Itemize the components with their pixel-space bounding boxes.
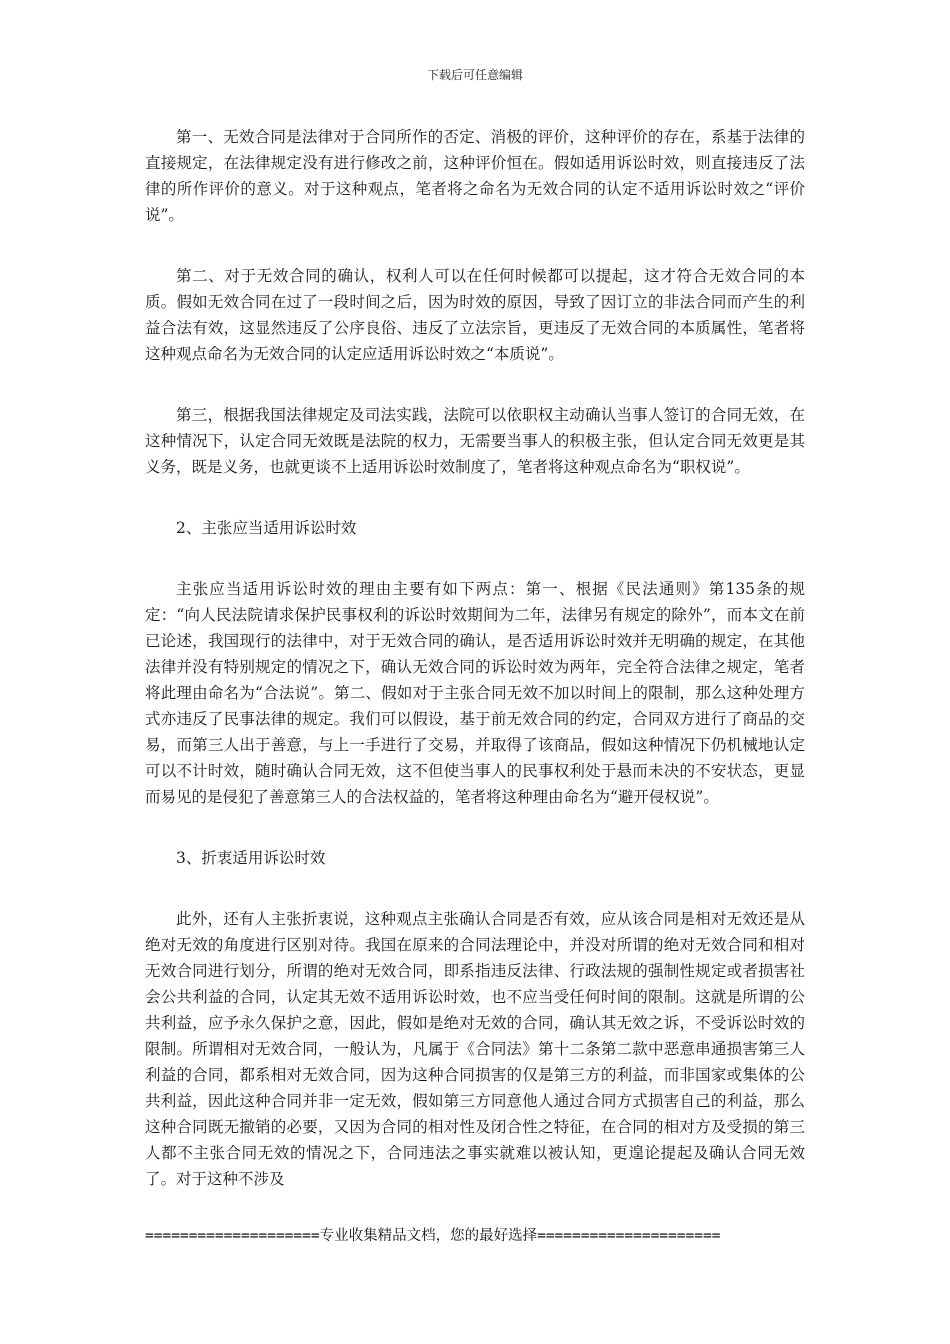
paragraph-essence-theory: 第二、对于无效合同的确认，权利人可以在任何时候都可以提起，这才符合无效合同的本质。假如无效合同在过了一段时间之后，因为时效的原因，导致了因订立的非法合同而产生的利益合法有效，这显然违反了公序良俗、违反了立法宗旨，更违反了无效合同的本质属性，笔者将这种观点命名为无效合同的认定应适用诉讼时效之“本质说”。: [145, 267, 805, 363]
paragraph-gap: [145, 480, 805, 515]
page-header: 下载后可任意编辑: [426, 68, 523, 82]
paragraph-compromise-theory: 此外，还有人主张折衷说，这种观点主张确认合同是否有效，应从该合同是相对无效还是从绝对无效的角度进行区别对待。我国在原来的合同法理论中，并没对所谓的绝对无效合同和相对无效合同进行划分，所谓的绝对无效合同，即系指违反法律、行政法规的强制性规定或者损害社会公共利益的合同，认定其无效不适用诉讼时效，也不应当受任何时间的限制。这就是所谓的公共利益，应予永久保护之意，因此，假如是绝对无效的合同，确认其无效之诉，不受诉讼时效的限制。所谓相对无效合同，一般认为，凡属于《合同法》第十二条第二款中恶意串通损害第三人利益的合同，都系相对无效合同，因为这种合同损害的仅是第三方的利益，而非国家或集体的公共利益，因此这种合同并非一定无效，假如第三方同意他人通过合同方式损害自己的利益，那么这种合同既无撤销的必要，又因为合同的相对性及闭合性之特征，在合同的相对方及受损的第三人都不主张合同无效的情况之下，合同违法之事实就难以被认知，更遑论提起及确认合同无效了。对于这种不涉及: [145, 910, 805, 1188]
paragraph-gap: [145, 871, 805, 906]
paragraph-authority-theory: 第三，根据我国法律规定及司法实践，法院可以依职权主动确认当事人签订的合同无效，在这种情况下，认定合同无效既是法院的权力，无需要当事人的积极主张，但认定合同无效更是其义务，既是义务，也就更谈不上适用诉讼时效制度了，笔者将这种观点命名为“职权说”。: [145, 406, 805, 476]
paragraph-gap: [145, 228, 805, 263]
section-heading-3: 3、折衷适用诉讼时效: [176, 849, 326, 867]
paragraph-gap: [145, 367, 805, 402]
page-footer: ====================专业收集精品文档，您的最好选择=====================: [145, 1228, 721, 1244]
paragraph-evaluation-theory: 第一、无效合同是法律对于合同所作的否定、消极的评价，这种评价的存在，系基于法律的直接规定，在法律规定没有进行修改之前，这种评价恒在。假如适用诉讼时效，则直接违反了法律的所作评价的意义。对于这种观点，笔者将之命名为无效合同的认定不适用诉讼时效之“评价说”。: [145, 128, 805, 224]
document-body: [145, 124, 805, 1192]
paragraph-gap: [145, 541, 805, 576]
paragraph-gap: [145, 810, 805, 845]
paragraph-apply-limitation: 主张应当适用诉讼时效的理由主要有如下两点：第一、根据《民法通则》第135条的规定：“向人民法院请求保护民事权利的诉讼时效期间为二年，法律另有规定的除外”，而本文在前已论述，我国现行的法律中，对于无效合同的确认，是否适用诉讼时效并无明确的规定，在其他法律并没有特别规定的情况之下，确认无效合同的诉讼时效为两年，完全符合法律之规定，笔者将此理由命名为“合法说”。第二、假如对于主张合同无效不加以时间上的限制，那么这种处理方式亦违反了民事法律的规定。我们可以假设，基于前无效合同的约定，合同双方进行了商品的交易，而第三人出于善意，与上一手进行了交易，并取得了该商品，假如这种情况下仍机械地认定可以不计时效，随时确认合同无效，这不但使当事人的民事权利处于悬而未决的不安状态，更显而易见的是侵犯了善意第三人的合法权益的，笔者将这种理由命名为“避开侵权说”。: [145, 580, 805, 806]
section-heading-2: 2、主张应当适用诉讼时效: [176, 519, 357, 537]
